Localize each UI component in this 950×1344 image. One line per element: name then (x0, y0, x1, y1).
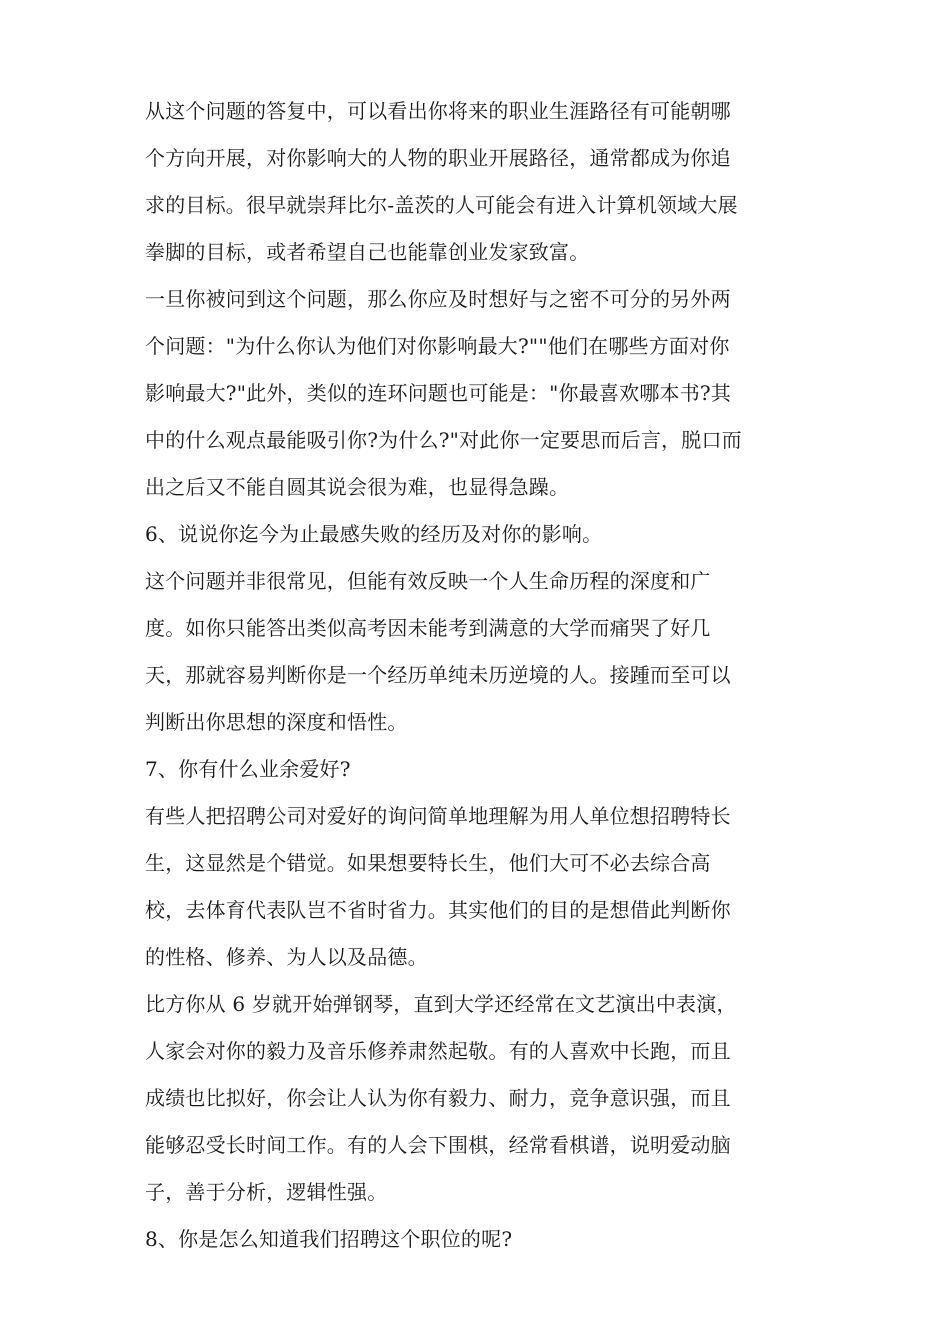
text-line: 判断出你思想的深度和悟性。 (145, 710, 408, 734)
text-line: 子，善于分析，逻辑性强。 (145, 1180, 388, 1204)
text-line: 个方向开展，对你影响大的人物的职业开展路径，通常都成为你追 (145, 146, 731, 170)
text-line: 生，这显然是个错觉。如果想要特长生，他们大可不必去综合高 (145, 851, 711, 875)
text-line: 度。如你只能答出类似高考因未能考到满意的大学而痛哭了好几 (145, 616, 711, 640)
text-line: 出之后又不能自圆其说会很为难，也显得急躁。 (145, 475, 570, 499)
question-heading: 8、你是怎么知道我们招聘这个职位的呢? (145, 1227, 513, 1251)
text-line: 天，那就容易判断你是一个经历单纯未历逆境的人。接踵而至可以 (145, 663, 731, 687)
text-line: 能够忍受长时间工作。有的人会下围棋，经常看棋谱，说明爱动脑 (145, 1133, 731, 1157)
text-line: 比方你从 6 岁就开始弹钢琴，直到大学还经常在文艺演出中表演， (145, 992, 737, 1016)
text-line: 有些人把招聘公司对爱好的询问简单地理解为用人单位想招聘特长 (145, 804, 731, 828)
text-line: 一旦你被问到这个问题，那么你应及时想好与之密不可分的另外两 (145, 287, 731, 311)
text-line: 拳脚的目标，或者希望自己也能靠创业发家致富。 (145, 240, 590, 264)
text-line: 个问题："为什么你认为他们对你影响最大?""他们在哪些方面对你 (145, 334, 730, 358)
text-line: 影响最大?"此外，类似的连环问题也可能是："你最喜欢哪本书?其 (145, 381, 732, 405)
text-line: 求的目标。很早就崇拜比尔-盖茨的人可能会有进入计算机领域大展 (145, 193, 738, 217)
document-body (145, 88, 810, 1263)
text-line: 从这个问题的答复中，可以看出你将来的职业生涯路径有可能朝哪 (145, 99, 731, 123)
text-line: 中的什么观点最能吸引你?为什么?"对此你一定要思而后言，脱口而 (145, 428, 742, 452)
text-line: 人家会对你的毅力及音乐修养肃然起敬。有的人喜欢中长跑，而且 (145, 1039, 731, 1063)
text-line: 的性格、修养、为人以及品德。 (145, 945, 428, 969)
question-heading: 6、说说你迄今为止最感失败的经历及对你的影响。 (145, 522, 603, 546)
text-line: 这个问题并非很常见，但能有效反映一个人生命历程的深度和广 (145, 569, 711, 593)
question-heading: 7、你有什么业余爱好? (145, 757, 351, 781)
text-line: 成绩也比拟好，你会让人认为你有毅力、耐力，竞争意识强，而且 (145, 1086, 731, 1110)
text-line: 校，去体育代表队岂不省时省力。其实他们的目的是想借此判断你 (145, 898, 731, 922)
